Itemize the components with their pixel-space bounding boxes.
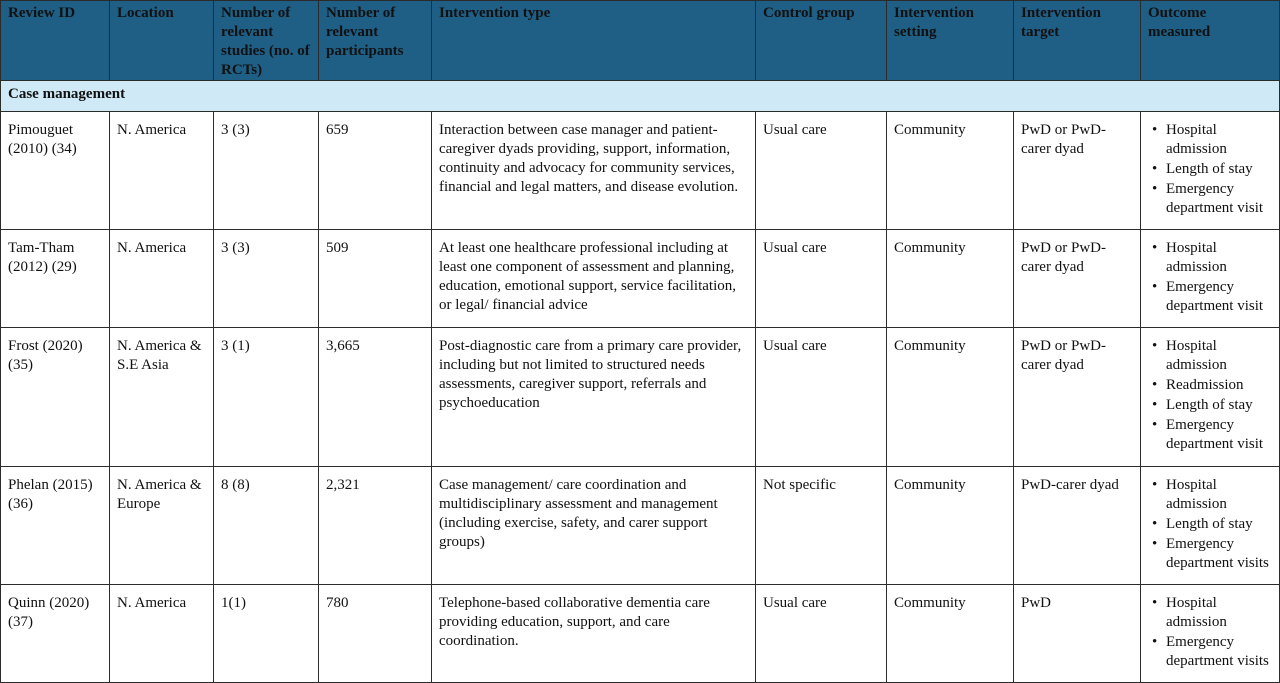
cell-outcomes (1141, 230, 1280, 328)
cell-intervention-target: PwD (1014, 585, 1141, 683)
cell-control-group: Usual care (756, 585, 887, 683)
cell-num-participants: 659 (319, 112, 432, 230)
table-row (1, 585, 1280, 683)
outcome-item: • Length of stay (1166, 160, 1272, 179)
outcome-item: • Hospital admission (1166, 121, 1272, 159)
cell-review-id: Frost (2020) (35) (1, 328, 110, 467)
cell-intervention-type: Interaction between case manager and patient-caregiver dyads providing, support, information, continuity and advocacy for community services, financial and legal matters, and disease evolution. (432, 112, 756, 230)
outcome-list (1148, 121, 1272, 218)
outcome-item: • Hospital admission (1166, 594, 1272, 632)
outcome-item: • Hospital admission (1166, 476, 1272, 514)
outcome-item: • Emergency department visits (1166, 535, 1272, 573)
outcome-list (1148, 239, 1272, 316)
header-num-participants: Number of relevant participants (319, 1, 432, 81)
table-row (1, 230, 1280, 328)
cell-num-participants: 509 (319, 230, 432, 328)
cell-intervention-setting: Community (887, 328, 1014, 467)
cell-num-studies: 3 (3) (214, 112, 319, 230)
cell-review-id: Quinn (2020) (37) (1, 585, 110, 683)
cell-control-group: Not specific (756, 467, 887, 585)
section-row (1, 81, 1280, 112)
cell-intervention-setting: Community (887, 112, 1014, 230)
cell-intervention-setting: Community (887, 230, 1014, 328)
outcome-item: • Hospital admission (1166, 337, 1272, 375)
header-outcome-measured: Outcome measured (1141, 1, 1280, 81)
cell-location: N. America (110, 230, 214, 328)
cell-num-participants: 3,665 (319, 328, 432, 467)
cell-outcomes (1141, 112, 1280, 230)
cell-intervention-target: PwD-carer dyad (1014, 467, 1141, 585)
cell-num-studies: 8 (8) (214, 467, 319, 585)
cell-intervention-setting: Community (887, 467, 1014, 585)
cell-review-id: Phelan (2015) (36) (1, 467, 110, 585)
outcome-item: • Emergency department visits (1166, 633, 1272, 671)
outcome-item: • Emergency department visit (1166, 278, 1272, 316)
cell-control-group: Usual care (756, 230, 887, 328)
outcome-list (1148, 476, 1272, 573)
cell-location: N. America (110, 585, 214, 683)
cell-intervention-type: Post-diagnostic care from a primary care provider, including but not limited to structured needs assessments, caregiver support, referrals and psychoeducation (432, 328, 756, 467)
cell-num-studies: 3 (1) (214, 328, 319, 467)
cell-num-participants: 2,321 (319, 467, 432, 585)
cell-num-participants: 780 (319, 585, 432, 683)
outcome-item: • Emergency department visit (1166, 416, 1272, 454)
outcome-item: • Hospital admission (1166, 239, 1272, 277)
header-intervention-target: Intervention target (1014, 1, 1141, 81)
cell-intervention-type: At least one healthcare professional including at least one component of assessment and planning, education, emotional support, service facilitation, or legal/ financial advice (432, 230, 756, 328)
table-row (1, 467, 1280, 585)
header-intervention-type: Intervention type (432, 1, 756, 81)
table-body (1, 81, 1280, 683)
cell-intervention-target: PwD or PwD-carer dyad (1014, 328, 1141, 467)
cell-intervention-setting: Community (887, 585, 1014, 683)
cell-num-studies: 3 (3) (214, 230, 319, 328)
cell-location: N. America & S.E Asia (110, 328, 214, 467)
cell-review-id: Tam-Tham (2012) (29) (1, 230, 110, 328)
header-num-studies: Number of relevant studies (no. of RCTs) (214, 1, 319, 81)
cell-review-id: Pimouguet (2010) (34) (1, 112, 110, 230)
outcome-item: • Length of stay (1166, 396, 1272, 415)
cell-outcomes (1141, 467, 1280, 585)
cell-intervention-target: PwD or PwD-carer dyad (1014, 112, 1141, 230)
cell-outcomes (1141, 585, 1280, 683)
header-intervention-setting: Intervention setting (887, 1, 1014, 81)
table-row (1, 112, 1280, 230)
header-control-group: Control group (756, 1, 887, 81)
outcome-list (1148, 594, 1272, 671)
cell-location: N. America (110, 112, 214, 230)
cell-outcomes (1141, 328, 1280, 467)
cell-intervention-type: Telephone-based collaborative dementia care providing education, support, and care coordination. (432, 585, 756, 683)
cell-intervention-target: PwD or PwD-carer dyad (1014, 230, 1141, 328)
outcome-list (1148, 337, 1272, 454)
cell-num-studies: 1(1) (214, 585, 319, 683)
header-location: Location (110, 1, 214, 81)
cell-control-group: Usual care (756, 328, 887, 467)
section-title: Case management (1, 81, 1280, 112)
header-review-id: Review ID (1, 1, 110, 81)
outcome-item: • Emergency department visit (1166, 180, 1272, 218)
cell-location: N. America & Europe (110, 467, 214, 585)
table-row (1, 328, 1280, 467)
header-row (1, 1, 1280, 81)
outcome-item: • Readmission (1166, 376, 1272, 395)
outcome-item: • Length of stay (1166, 515, 1272, 534)
cell-intervention-type: Case management/ care coordination and multidisciplinary assessment and management (including exercise, safety, and carer support groups) (432, 467, 756, 585)
table-header (1, 1, 1280, 81)
cell-control-group: Usual care (756, 112, 887, 230)
